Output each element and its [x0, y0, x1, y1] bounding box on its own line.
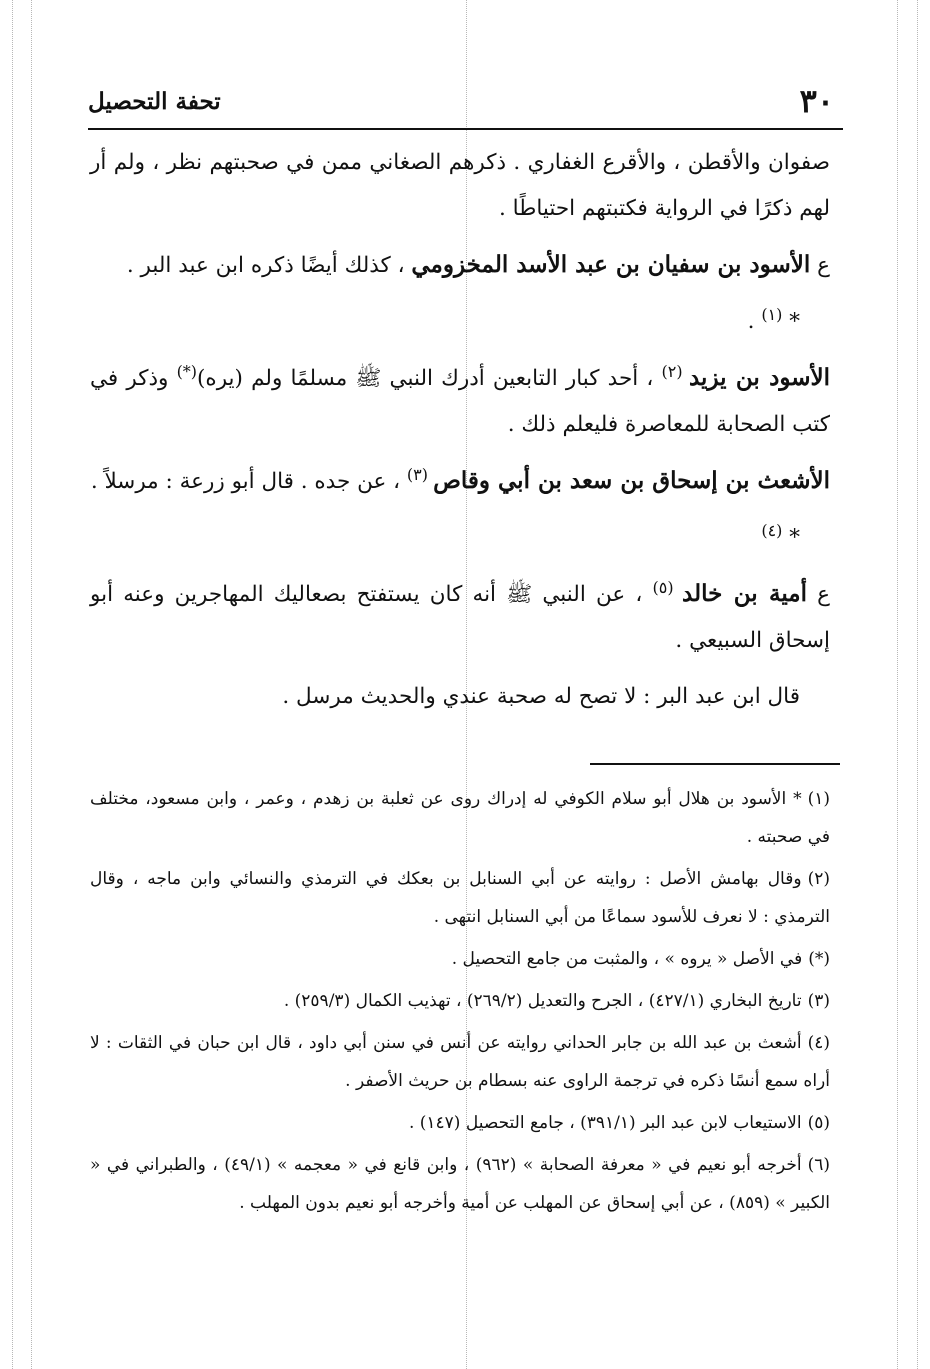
footnote-text: الاستيعاب لابن عبد البر (٣٩١/١) ، جامع التحصيل (١٤٧) . [408, 1113, 802, 1133]
star-symbol: * [782, 525, 800, 550]
footnote-text: تاريخ البخاري (٤٢٧/١) ، الجرح والتعديل (٢٦٩/٢) ، تهذيب الكمال (٢٥٩/٣) . [283, 991, 802, 1011]
scan-line [12, 0, 13, 1369]
header-rule [88, 128, 843, 130]
star-symbol: * [782, 309, 800, 334]
scan-line [917, 0, 918, 1369]
entry-text-continued: وذكر في كتب الصحابة للمعاصرة فليعلم ذلك . [90, 366, 830, 437]
footnote-ref: (١) [761, 304, 783, 324]
footnote-text: في الأصل « يروه » ، والمثبت من جامع التحصيل . [451, 949, 803, 969]
entry-name: أمية بن خالد [682, 580, 807, 607]
entry-umayya-bin-khalid [90, 571, 830, 664]
entry-text: ، عن جده . قال أبو زرعة : مرسلاً . [90, 469, 407, 494]
running-title: تحفة التحصيل [88, 88, 221, 115]
entry-name: الأسود بن سفيان بن عبد الأسد المخزومي [411, 251, 811, 278]
entry-text: ، كذلك أيضًا ذكره ابن عبد البر . [126, 253, 412, 278]
footnote-marker: (٦) [807, 1155, 830, 1175]
footnote-marker: (٢) [807, 869, 830, 889]
footnote-ref: (٤) [761, 520, 783, 540]
paragraph-ibn-abd-al-barr [90, 674, 830, 720]
footnote-marker: (*) [808, 949, 830, 969]
footnote-marker: (٣) [807, 991, 830, 1011]
page-header [88, 82, 834, 122]
star-line-2 [90, 515, 830, 561]
footnote-6 [90, 1146, 830, 1222]
star-line-1: * $^{(١)}$ . [747, 304, 800, 334]
footnote-separator [590, 763, 840, 765]
paragraph-text: قال ابن عبد البر : لا تصح له صحبة عندي والحديث مرسل . [282, 684, 800, 709]
footnote-marker: (٥) [807, 1113, 830, 1133]
entry-marker: ع [810, 253, 830, 278]
entry-marker: ع [806, 582, 831, 607]
entry-text: ، عن النبي ﷺ أنه كان يستفتح بصعاليك المهاجرين وعنه أبو إسحاق السبيعي . [90, 582, 830, 653]
footnote-3 [90, 982, 830, 1020]
footnote-text: وقال بهامش الأصل : روايته عن أبي السنابل بن بعكك في الترمذي والنسائي وابن ماجه ، وقال الترمذي : لا نعرف للأسود سماعًا من أبي السنابل انتهى . [90, 869, 830, 927]
footnote-ref: (٢) [661, 361, 689, 381]
footnote-1 [90, 780, 830, 856]
footnote-star [90, 940, 830, 978]
footnote-ref: (٣) [406, 464, 434, 484]
footnote-text: * الأسود بن هلال أبو سلام الكوفي له إدراك روى عن ثعلبة بن زهدم ، وعمر ، وابن مسعود، مختلف في صحبته . [90, 789, 830, 847]
footnote-text: أشعث بن عبد الله بن جابر الحداني روايته عن أنس في سنن أبي داود ، قال ابن حبان في الثقات : لا أراه سمع أنسًا ذكره في ترجمة الراوى عنه بسطام بن حريث الأصفر . [90, 1033, 830, 1091]
footnote-text: أخرجه أبو نعيم في « معرفة الصحابة » (٩٦٢) ، وابن قانع في « معجمه » (٤٩/١) ، والطبراني في « الكبير » (٨٥٩) ، عن أبي إسحاق عن المهلب عن أمية وأخرجه أبو نعيم بدون المهلب . [90, 1155, 830, 1213]
footnote-marker: (١) [807, 789, 830, 809]
entry-name: الأسود بن يزيد [688, 364, 830, 391]
entry-aswad-bin-yazid [90, 355, 830, 448]
paragraph-intro [90, 140, 830, 232]
entry-name: الأشعث بن إسحاق بن سعد بن أبي وقاص [433, 467, 830, 494]
scan-line [31, 0, 32, 1369]
footnote-ref: (*) [176, 361, 198, 381]
scan-line [897, 0, 898, 1369]
main-text [90, 140, 830, 730]
footnote-ref: (٥) [652, 577, 683, 597]
entry-ashath-bin-ishaq [90, 458, 830, 505]
footnote-2 [90, 860, 830, 936]
page-number: ٣٠ [799, 82, 834, 120]
footnote-4 [90, 1024, 830, 1100]
footnote-marker: (٤) [807, 1033, 830, 1053]
footnotes [90, 780, 830, 1226]
footnote-5 [90, 1104, 830, 1142]
entry-text: ، أحد كبار التابعين أدرك النبي ﷺ مسلمًا ولم (يره) [197, 366, 662, 391]
entry-aswad-bin-sufyan [90, 242, 830, 289]
paragraph-text: صفوان والأقطن ، والأقرع الغفاري . ذكرهم الصغاني ممن في صحبتهم نظر ، ولم أر لهم ذكرًا في الرواية فكتبتهم احتياطًا . [90, 150, 830, 221]
